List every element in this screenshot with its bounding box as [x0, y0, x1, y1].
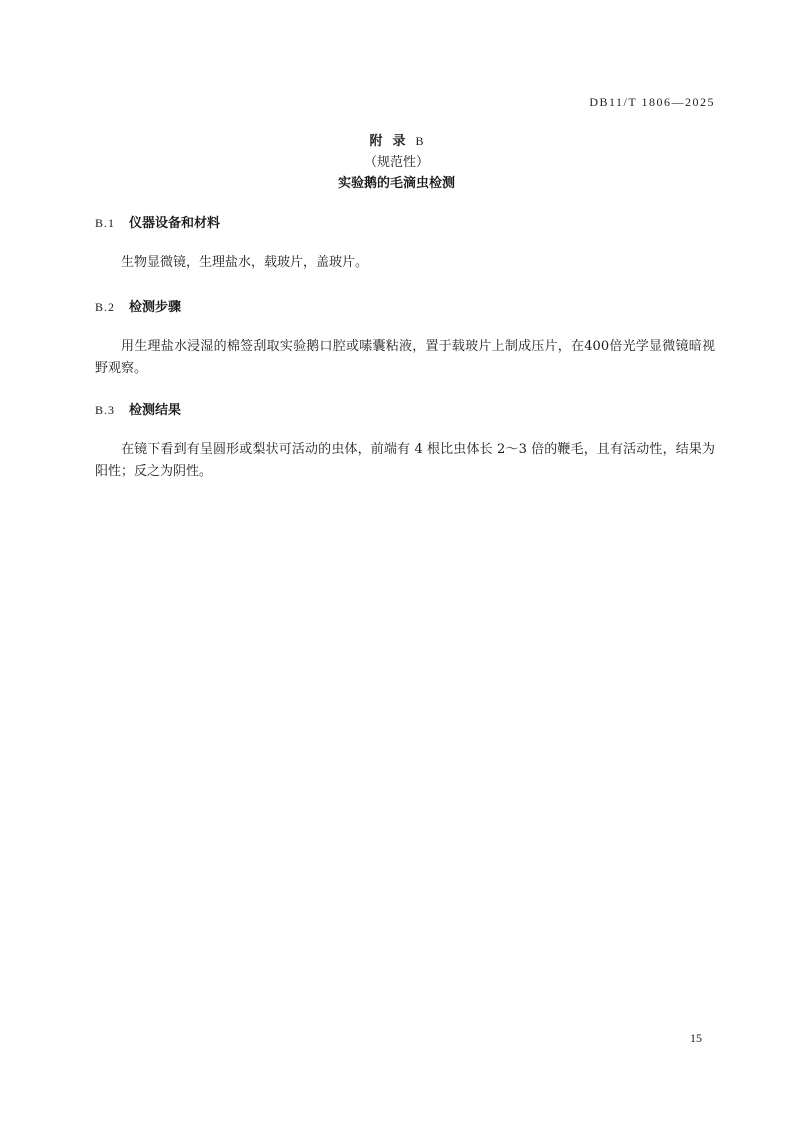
- section-number: B.2: [95, 300, 116, 314]
- appendix-label-line: [0, 131, 793, 152]
- appendix-type: （规范性）: [363, 155, 429, 170]
- section-title: 检测结果: [129, 403, 182, 418]
- appendix-label: 附录: [369, 134, 416, 149]
- appendix-letter: B: [415, 134, 424, 148]
- standard-code: DB11/T 1806—2025: [589, 95, 715, 109]
- section-body: 用生理盐水浸湿的棉签刮取实验鹅口腔或嗉囊粘液，置于载玻片上制成压片，在400倍光学显微镜暗视野观察。: [95, 339, 715, 376]
- appendix-heading: [0, 131, 793, 194]
- page-number: 15: [690, 1031, 702, 1045]
- section-body: 生物显微镜，生理盐水，载玻片，盖玻片。: [121, 255, 369, 270]
- section-number: B.3: [95, 403, 116, 417]
- section-title: 检测步骤: [129, 300, 182, 315]
- section-number: B.1: [95, 216, 116, 230]
- appendix-title: 实验鹅的毛滴虫检测: [337, 176, 455, 191]
- section-heading: [95, 296, 715, 318]
- section-title: 仪器设备和材料: [129, 216, 221, 231]
- section-b1: [95, 212, 715, 274]
- section-heading: [95, 212, 715, 234]
- section-b3: [95, 399, 715, 483]
- section-body: 在镜下看到有呈圆形或梨状可活动的虫体，前端有 4 根比虫体长 2～3 倍的鞭毛，且有活动性，结果为阳性；反之为阴性。: [95, 442, 715, 479]
- section-heading: [95, 399, 715, 421]
- section-b2: [95, 296, 715, 380]
